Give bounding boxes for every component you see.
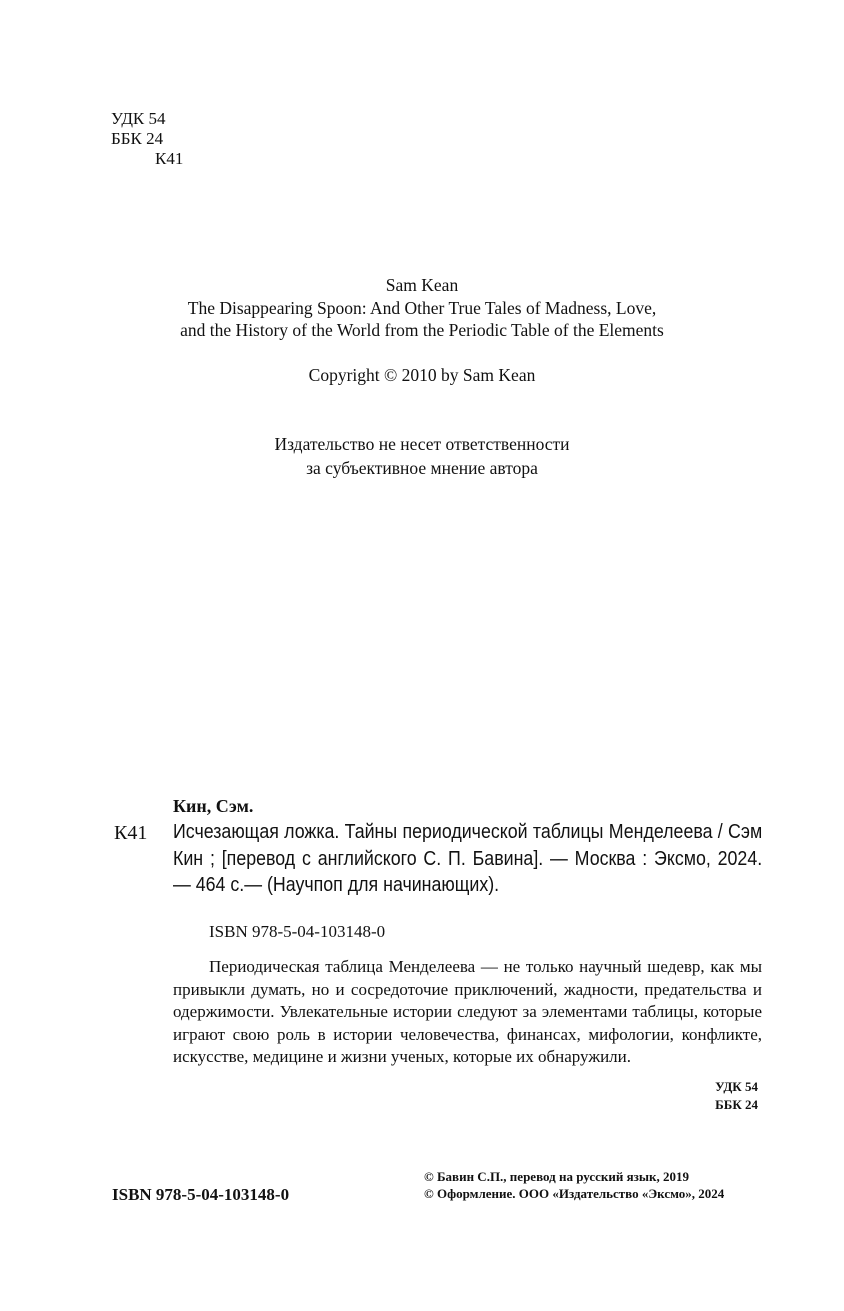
footer-isbn: ISBN 978-5-04-103148-0 <box>112 1185 290 1204</box>
catalog-isbn: ISBN 978-5-04-103148-0 <box>209 922 386 941</box>
classification-block <box>111 109 183 169</box>
bibliographic-description: Исчезающая ложка. Тайны периодической таблицы Менделеева / Сэм Кин ; [перевод с английского С. П. Бавина]. — Москва : Эксмо, 2024. — 464 с.— (Научпоп для начинающих). <box>173 821 763 896</box>
udk-code: УДК 54 <box>111 109 166 128</box>
bbk-code: ББК 24 <box>111 129 164 148</box>
footer-credits <box>424 1168 724 1202</box>
catalog-bbk: ББК 24 <box>715 1097 758 1112</box>
disclaimer-line1: Издательство не несет ответственности <box>274 434 570 454</box>
original-title-line2: and the History of the World from the Periodic Table of the Elements <box>180 320 664 340</box>
disclaimer-line2: за субъективное мнение автора <box>306 458 538 478</box>
catalog-code: К41 <box>114 822 148 844</box>
design-copyright: © Оформление. ООО «Издательство «Эксмо», 2024 <box>424 1186 725 1201</box>
catalog-author-heading: Кин, Сэм. <box>173 796 254 816</box>
author-mark: К41 <box>155 149 184 168</box>
original-author: Sam Kean <box>385 275 459 295</box>
original-title-line1: The Disappearing Spoon: And Other True Tales of Madness, Love, <box>187 297 657 318</box>
original-edition-block <box>0 274 844 342</box>
original-copyright: Copyright © 2010 by Sam Kean <box>308 365 536 385</box>
catalog-codes <box>715 1078 758 1114</box>
annotation <box>173 956 762 1069</box>
annotation-text: Периодическая таблица Менделеева — не только научный шедевр, как мы привыкли думать, но и сосредоточие приключений, жадности, предательства и одержимости. Увлекательные истории следуют за элементами таблицы, которые играют свою роль в истории человечества, финансах, мифологии, конфликте, искусстве, медицине и жизни ученых, которые их обнаружили. <box>173 957 762 1066</box>
catalog-udk: УДК 54 <box>715 1079 758 1094</box>
publisher-disclaimer <box>0 432 844 480</box>
translation-copyright: © Бавин С.П., перевод на русский язык, 2019 <box>424 1169 690 1184</box>
